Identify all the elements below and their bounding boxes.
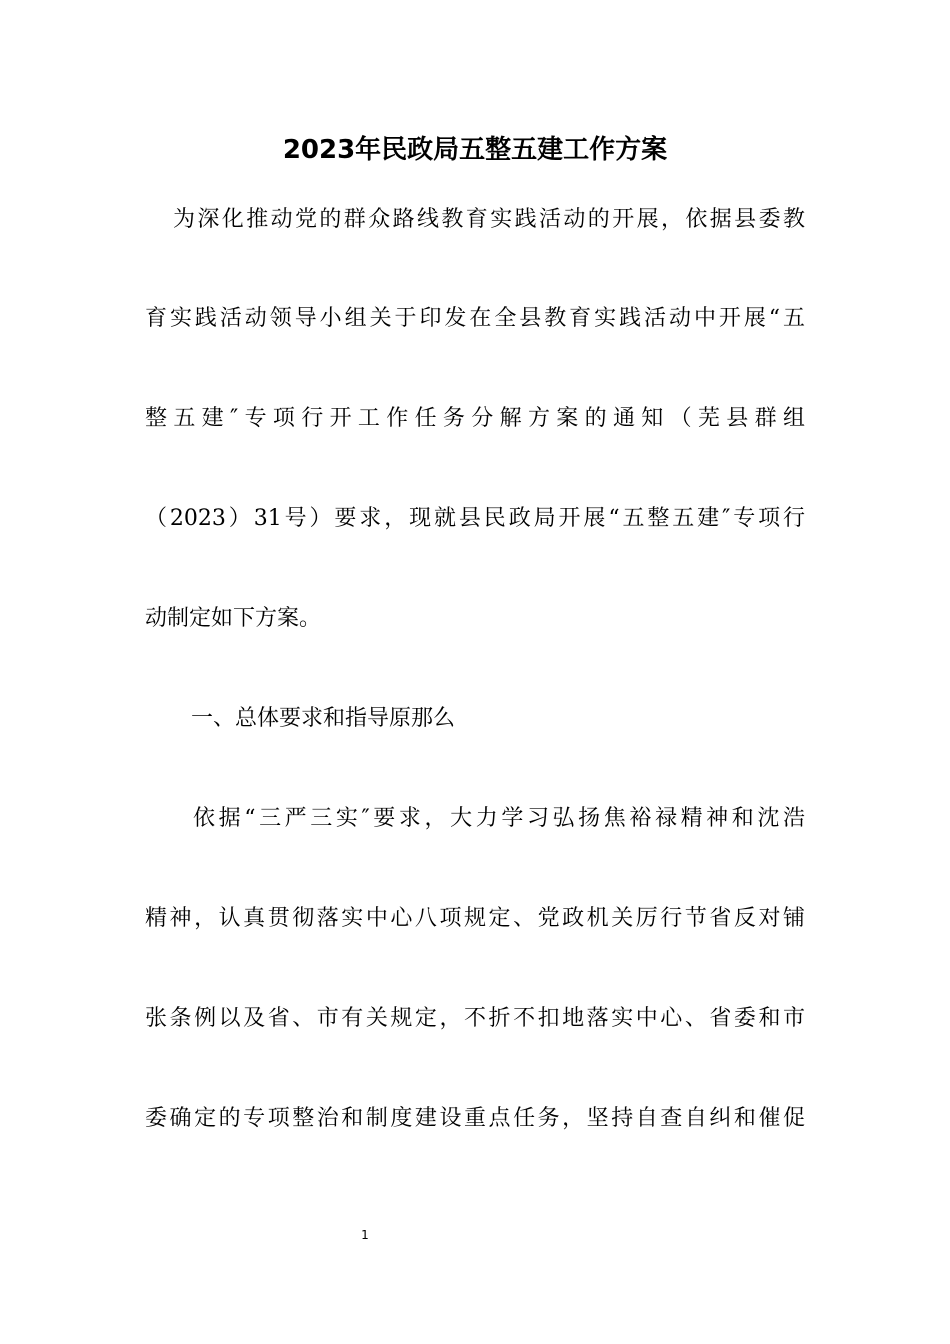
paragraph-line: 育实践活动领导小组关于印发在全县教育实践活动中开展“五 [145, 306, 805, 331]
page-number: 1 [361, 1228, 369, 1242]
paragraph-line: 为深化推动党的群众路线教育实践活动的开展，依据县委教 [173, 207, 805, 232]
section-heading: 一、总体要求和指导原那么 [191, 706, 456, 731]
document-title: 2023年民政局五整五建工作方案 [282, 135, 668, 165]
paragraph-line: 张条例以及省、市有关规定，不折不扣地落实中心、省委和市 [145, 1006, 805, 1031]
paragraph-line: （2023）31号）要求，现就县民政局开展“五整五建″专项行 [145, 506, 805, 531]
paragraph-line: 委确定的专项整治和制度建设重点任务，坚持自查自纠和催促 [145, 1106, 805, 1131]
paragraph-line: 依据“三严三实″要求，大力学习弘扬焦裕禄精神和沈浩 [193, 806, 805, 831]
paragraph-line: 动制定如下方案。 [145, 606, 322, 631]
paragraph-line: 整五建″专项行开工作任务分解方案的通知（芜县群组 [145, 406, 805, 431]
paragraph-line: 精神，认真贯彻落实中心八项规定、党政机关厉行节省反对铺 [145, 906, 805, 931]
